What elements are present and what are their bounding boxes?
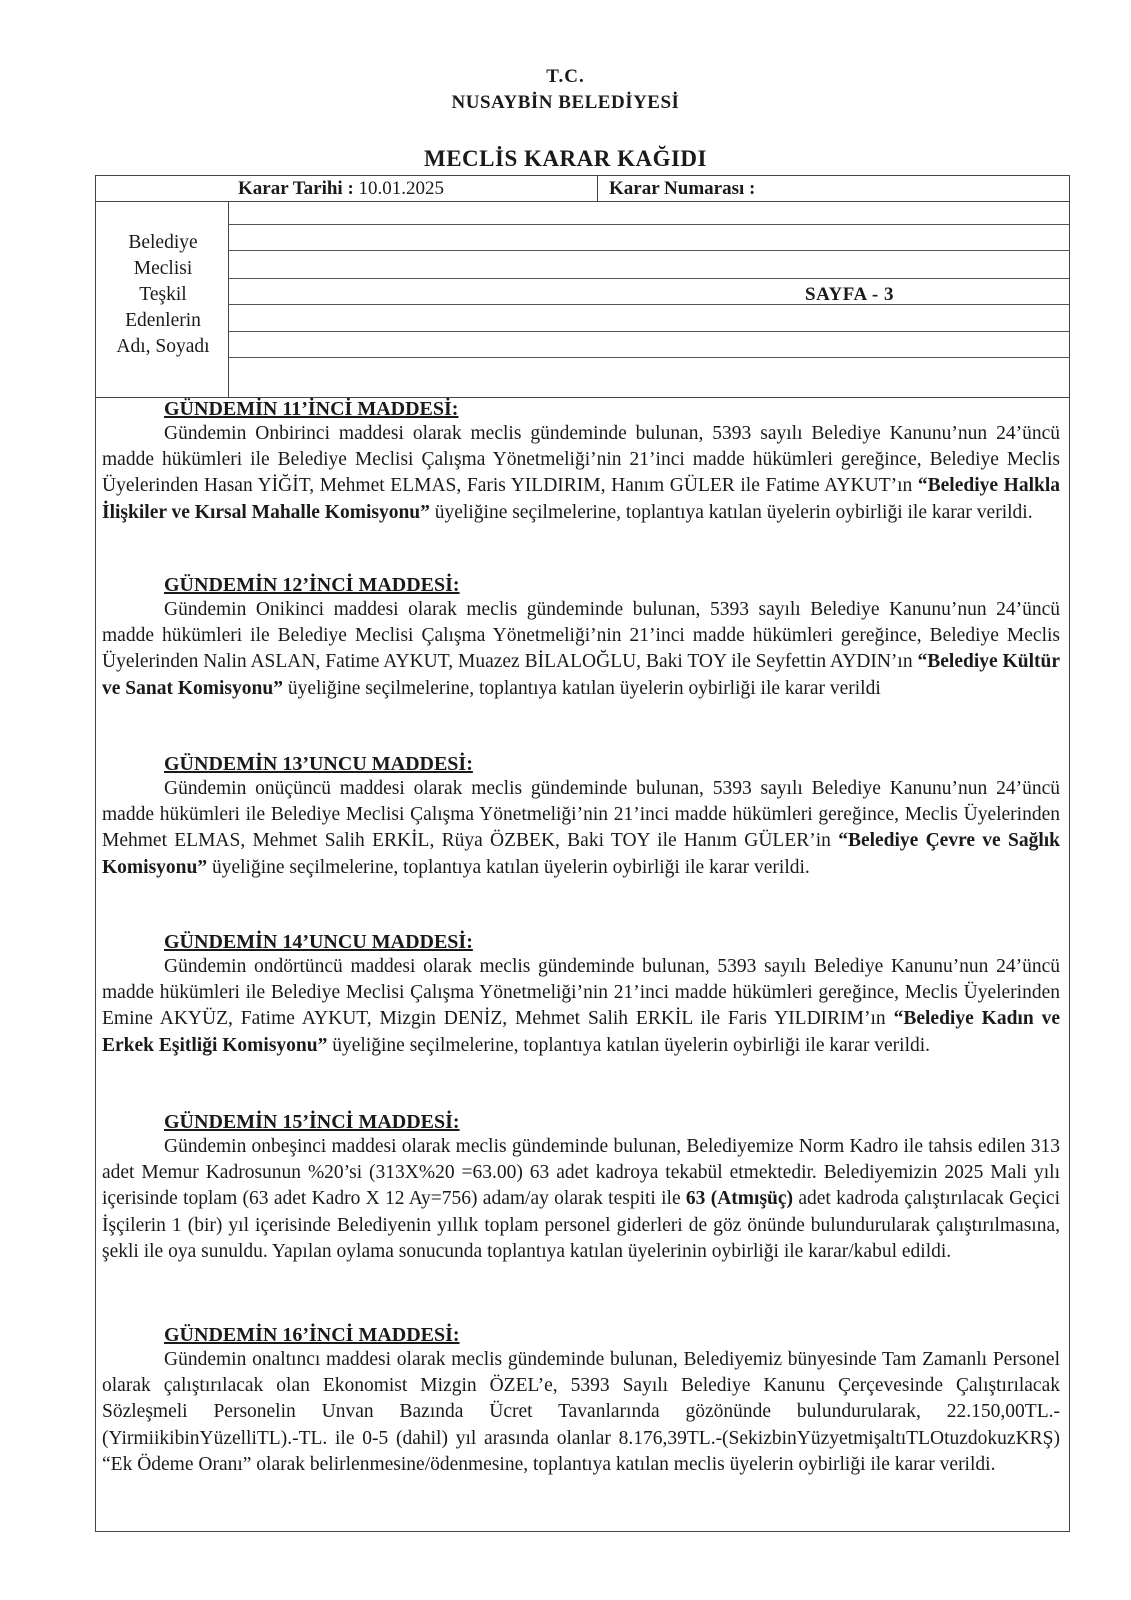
decision-number-label: Karar Numarası :	[609, 178, 756, 199]
members-label-line: Edenlerin	[125, 310, 201, 331]
document-title: MECLİS KARAR KAĞIDI	[424, 146, 707, 171]
agenda-item-title: GÜNDEMİN 12’İNCİ MADDESİ:	[164, 574, 460, 596]
member-line	[228, 250, 1069, 251]
agenda-item-11	[102, 397, 1060, 526]
members-label	[98, 230, 228, 360]
agenda-item-body: Gündemin ondörtüncü maddesi olarak meclis gündeminde bulunan, 5393 sayılı Belediye Kanunu’nun 24’üncü madde hükümleri ile Belediye Meclisi Çalışma Yönetmeliği’nin 21’inci madde hükümleri gereğince, Meclis Üyelerinden Emine AKYÜZ, Fatime AYKUT, Mizgin DENİZ, Mehmet Salih ERKİL ile Faris YILDIRIM’ın “Belediye Kadın ve Erkek Eşitliği Komisyonu” üyeliğine seçilmelerine, toplantıya katılan üyelerin oybirliği ile karar verildi.	[102, 956, 1060, 1056]
member-line	[228, 357, 1069, 358]
municipality-name: NUSAYBİN BELEDİYESİ	[451, 92, 680, 113]
members-label-line: Teşkil	[139, 284, 187, 305]
header-row-divider	[95, 201, 1070, 202]
member-line	[228, 278, 1069, 279]
agenda-item-title: GÜNDEMİN 16’İNCİ MADDESİ:	[164, 1324, 460, 1346]
agenda-item-body: Gündemin onaltıncı maddesi olarak meclis gündeminde bulunan, Belediyemiz bünyesinde Tam Zamanlı Personel olarak çalıştırılacak olan Ekonomist Mizgin ÖZEL’e, 5393 Sayılı Belediye Kanunu Çerçevesinde Çalıştırılacak Sözleşmeli Personelin Unvan Bazında Ücret Tavanlarında gözönünde bulundurularak, 22.150,00TL.-(YirmiikibinYüzelliTL).-TL. ile 0-5 (dahil) yıl arasında olanlar 8.176,39TL.-(SekizbinYüzyetmişaltıTLOtuzdokuzKRŞ) “Ek Ödeme Oranı” olarak belirlenmesine/ödenmesine, toplantıya katılan meclis üyelerin oybirliği ile karar verildi.	[102, 1349, 1060, 1475]
agenda-item-12	[102, 573, 1060, 702]
decision-date	[238, 178, 444, 200]
members-label-line: Meclisi	[133, 258, 193, 279]
frame-bottom-border	[95, 1531, 1070, 1532]
agenda-item-title: GÜNDEMİN 11’İNCİ MADDESİ:	[164, 398, 459, 420]
agenda-item-16	[102, 1323, 1060, 1478]
header-row-separator	[597, 175, 598, 201]
agenda-item-body: Gündemin onbeşinci maddesi olarak meclis gündeminde bulunan, Belediyemize Norm Kadro ile tahsis edilen 313 adet Memur Kadrosunun %20’si (313X%20 =63.00) 63 adet kadroya tekabül etmektedir. Belediyemizin 2025 Mali yılı içerisinde toplam (63 adet Kadro X 12 Ay=756) adam/ay olarak tespiti ile 63 (Atmışüç) adet kadroda çalıştırılacak Geçici İşçilerin 1 (bir) yıl içerisinde Belediyenin yıllık toplam personel giderleri de göz önünde bulundurularak çalıştırılmasına, şekli ile oya sunuldu. Yapılan oylama sonucunda toplantıya katılan üyelerinin oybirliği ile karar/kabul edildi.	[102, 1136, 1060, 1262]
header-tc: T.C.	[546, 66, 585, 87]
agenda-item-title: GÜNDEMİN 13’UNCU MADDESİ:	[164, 753, 473, 775]
agenda-item-14	[102, 930, 1060, 1059]
page-number: SAYFA - 3	[805, 284, 894, 305]
decision-date-value: 10.01.2025	[353, 178, 445, 199]
member-line	[228, 224, 1069, 225]
decision-date-label: Karar Tarihi :	[238, 178, 354, 199]
member-line	[228, 331, 1069, 332]
member-line	[228, 304, 1069, 305]
agenda-item-title: GÜNDEMİN 15’İNCİ MADDESİ:	[164, 1111, 460, 1133]
agenda-item-title: GÜNDEMİN 14’UNCU MADDESİ:	[164, 931, 473, 953]
frame-right-border	[1069, 175, 1070, 1532]
agenda-item-body: Gündemin Onikinci maddesi olarak meclis gündeminde bulunan, 5393 sayılı Belediye Kanunu’nun 24’üncü madde hükümleri ile Belediye Meclisi Çalışma Yönetmeliği’nin 21’inci madde hükümleri gereğince, Belediye Meclis Üyelerinden Nalin ASLAN, Fatime AYKUT, Muazez BİLALOĞLU, Baki TOY ile Seyfettin AYDIN’ın “Belediye Kültür ve Sanat Komisyonu” üyeliğine seçilmelerine, toplantıya katılan üyelerin oybirliği ile karar verildi	[102, 599, 1060, 699]
agenda-item-body: Gündemin Onbirinci maddesi olarak meclis gündeminde bulunan, 5393 sayılı Belediye Kanunu’nun 24’üncü madde hükümleri ile Belediye Meclisi Çalışma Yönetmeliği’nin 21’inci madde hükümleri gereğince, Belediye Meclis Üyelerinden Hasan YİĞİT, Mehmet ELMAS, Faris YILDIRIM, Hanım GÜLER ile Fatime AYKUT’ın “Belediye Halkla İlişkiler ve Kırsal Mahalle Komisyonu” üyeliğine seçilmelerine, toplantıya katılan üyelerin oybirliği ile karar verildi.	[102, 423, 1060, 523]
agenda-item-body: Gündemin onüçüncü maddesi olarak meclis gündeminde bulunan, 5393 sayılı Belediye Kanunu’nun 24’üncü madde hükümleri ile Belediye Meclisi Çalışma Yönetmeliği’nin 21’inci madde hükümleri gereğince, Meclis Üyelerinden Mehmet ELMAS, Mehmet Salih ERKİL, Rüya ÖZBEK, Baki TOY ile Hanım GÜLER’in “Belediye Çevre ve Sağlık Komisyonu” üyeliğine seçilmelerine, toplantıya katılan üyelerin oybirliği ile karar verildi.	[102, 778, 1061, 878]
members-label-line: Belediye	[128, 232, 198, 253]
frame-left-border	[95, 175, 96, 1532]
members-label-line: Adı, Soyadı	[116, 336, 210, 357]
agenda-item-15	[102, 1110, 1060, 1265]
members-label-separator	[228, 201, 229, 397]
agenda-item-13	[102, 752, 1060, 881]
frame-top-border	[95, 175, 1070, 176]
